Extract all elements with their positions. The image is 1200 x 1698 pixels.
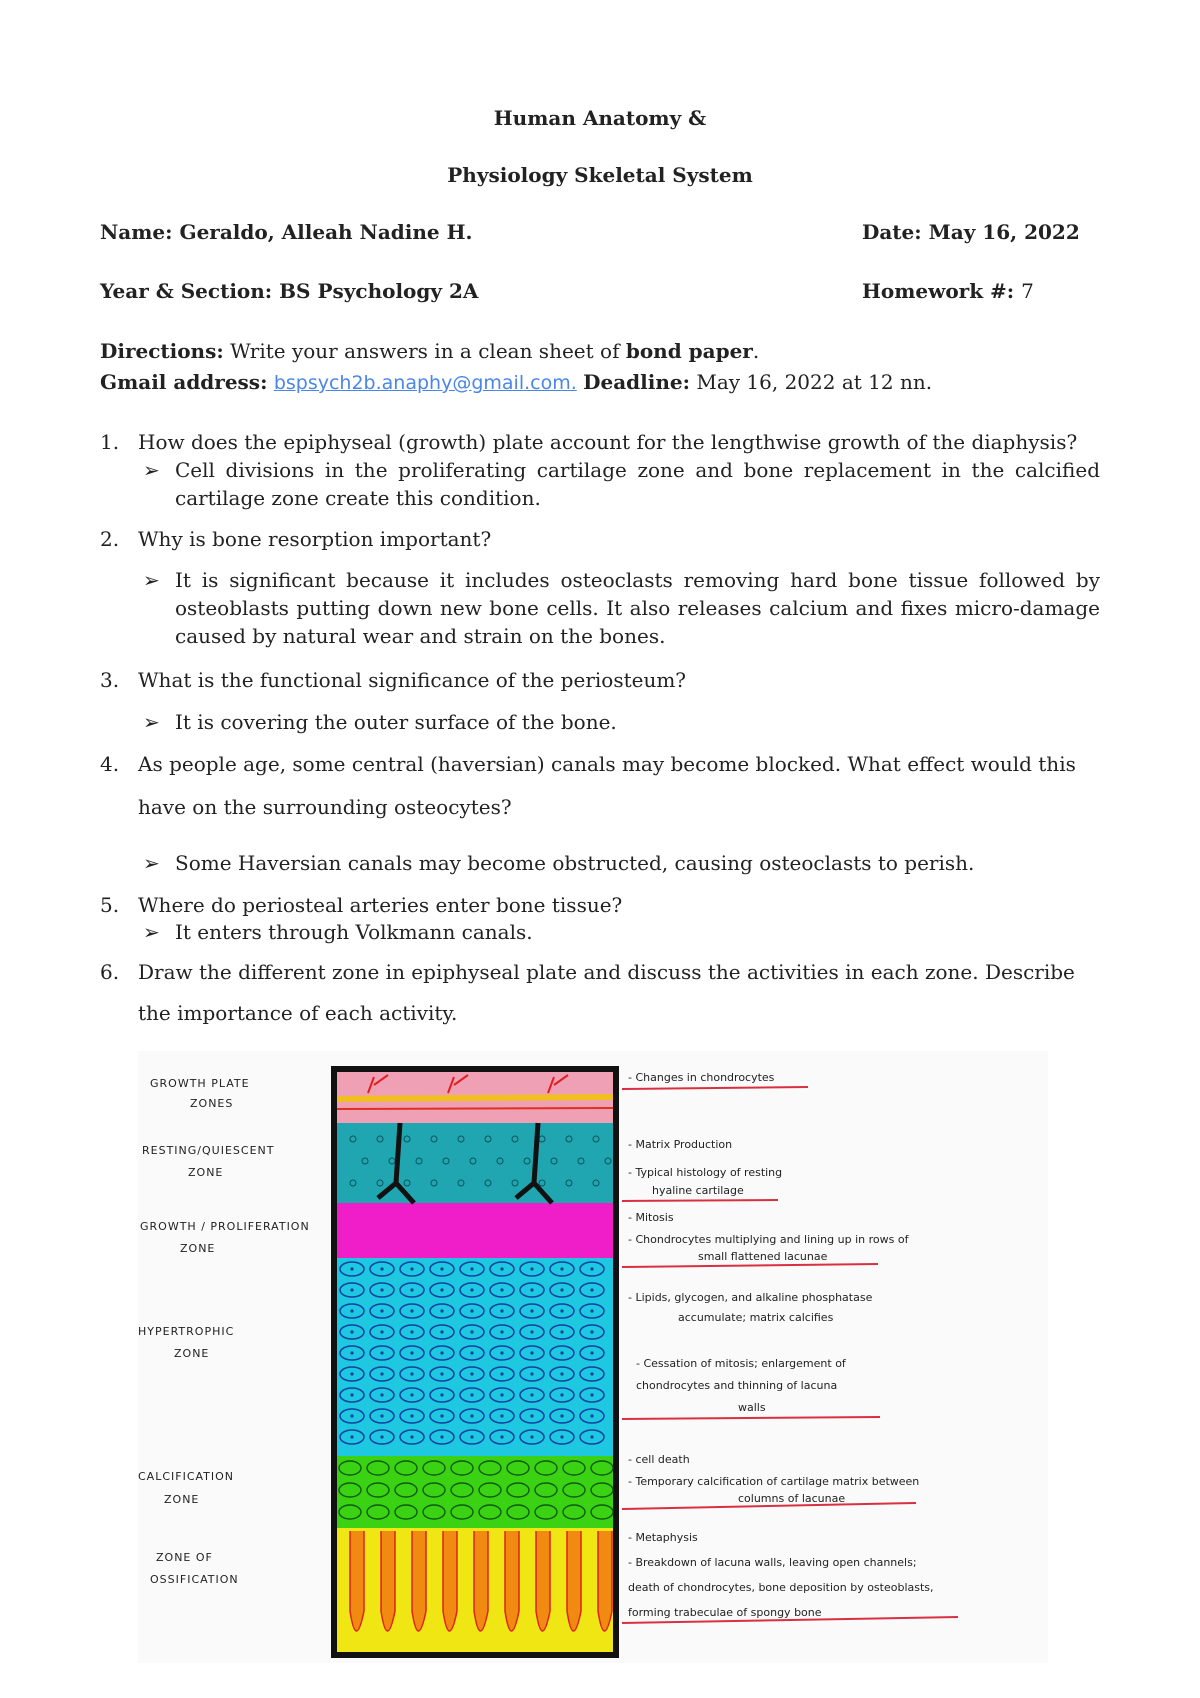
cell-nucleus (410, 1288, 413, 1291)
note-ossification-3: death of chondrocytes, bone deposition by osteoblasts, (628, 1581, 934, 1594)
directions-text: Write your answers in a clean sheet of (230, 339, 620, 363)
note-calcification-2: - Temporary calcification of cartilage matrix between (628, 1475, 920, 1488)
question-number: 4. (100, 752, 120, 776)
question-text: Where do periosteal arteries enter bone tissue? (138, 893, 623, 917)
question-text: What is the functional significance of the periosteum? (138, 668, 687, 692)
note-hypertrophic-2: accumulate; matrix calcifies (678, 1311, 834, 1324)
cell-nucleus (350, 1351, 353, 1354)
cell-nucleus (560, 1309, 563, 1312)
trabecula (536, 1531, 550, 1631)
cell-nucleus (440, 1372, 443, 1375)
trabecula (598, 1531, 612, 1631)
cell-nucleus (500, 1288, 503, 1291)
label-calcification-zone: ZONE (164, 1493, 200, 1506)
label-ossification: OSSIFICATION (150, 1573, 239, 1586)
cell-nucleus (410, 1351, 413, 1354)
question-text: the importance of each activity. (138, 1001, 458, 1025)
cell-nucleus (440, 1435, 443, 1438)
cell-nucleus (500, 1267, 503, 1270)
cell-nucleus (530, 1288, 533, 1291)
cell-nucleus (590, 1393, 593, 1396)
arrow-bullet-icon: ➢ (143, 458, 160, 482)
cell-nucleus (380, 1351, 383, 1354)
cell-nucleus (590, 1414, 593, 1417)
question-number: 1. (100, 430, 120, 454)
trabecula (505, 1531, 519, 1631)
note-calcification-3: columns of lacunae (738, 1492, 846, 1505)
note-hypertrophic-1: - Lipids, glycogen, and alkaline phosphatase (628, 1291, 873, 1304)
label-resting-zone: ZONE (188, 1166, 224, 1179)
arrow-bullet-icon: ➢ (143, 568, 160, 592)
trabecula (567, 1531, 581, 1631)
answer-text: It is significant because it includes osteoclasts removing hard bone tissue followed by osteoblasts putting down new bone cells. It also releases calcium and fixes micro-damage caused by natural wear and strain on the bones. (175, 568, 1100, 648)
note-ossification-1: - Metaphysis (628, 1531, 698, 1544)
question-text: have on the surrounding osteocytes? (138, 795, 512, 819)
trabecula (474, 1531, 488, 1631)
gmail-label: Gmail address: (100, 370, 268, 394)
note-hypertrophic-5: walls (738, 1401, 766, 1414)
cell-nucleus (500, 1351, 503, 1354)
label-resting: RESTING/QUIESCENT (142, 1144, 275, 1157)
cell-nucleus (380, 1372, 383, 1375)
cell-nucleus (440, 1351, 443, 1354)
cell-nucleus (530, 1435, 533, 1438)
cell-nucleus (590, 1372, 593, 1375)
cell-nucleus (410, 1414, 413, 1417)
label-calcification: CALCIFICATION (138, 1470, 235, 1483)
cell-nucleus (500, 1372, 503, 1375)
zone-proliferation (336, 1203, 614, 1258)
cell-nucleus (560, 1435, 563, 1438)
cell-nucleus (350, 1267, 353, 1270)
cell-nucleus (500, 1309, 503, 1312)
note-proliferation-1: - Mitosis (628, 1211, 674, 1224)
cell-nucleus (590, 1309, 593, 1312)
note-resting-3: hyaline cartilage (652, 1184, 744, 1197)
note-hypertrophic-3: - Cessation of mitosis; enlargement of (636, 1357, 846, 1370)
cell-nucleus (500, 1435, 503, 1438)
question-number: 2. (100, 527, 120, 551)
section-label: Year & Section: (100, 279, 273, 303)
cell-nucleus (410, 1309, 413, 1312)
cell-nucleus (560, 1414, 563, 1417)
cell-nucleus (440, 1288, 443, 1291)
question-text: How does the epiphyseal (growth) plate account for the lengthwise growth of the diaphysis? (138, 430, 1078, 454)
band-yellow (336, 1097, 614, 1099)
zone-calcification (336, 1456, 614, 1528)
answer-text: Some Haversian canals may become obstructed, causing osteoclasts to perish. (175, 851, 975, 875)
note-resting-2: - Typical histology of resting (628, 1166, 783, 1179)
cell-nucleus (470, 1435, 473, 1438)
cell-nucleus (440, 1267, 443, 1270)
answer-text: It enters through Volkmann canals. (175, 920, 533, 944)
cell-nucleus (470, 1309, 473, 1312)
cell-nucleus (470, 1372, 473, 1375)
cell-nucleus (530, 1372, 533, 1375)
cell-nucleus (560, 1372, 563, 1375)
deadline-label: Deadline: (583, 370, 690, 394)
cell-nucleus (530, 1267, 533, 1270)
question-number: 6. (100, 960, 120, 984)
homework-label: Homework #: (862, 279, 1015, 303)
cell-nucleus (440, 1393, 443, 1396)
answer-text: It is covering the outer surface of the bone. (175, 710, 617, 734)
question-text: Why is bone resorption important? (138, 527, 492, 551)
note-ossification-2: - Breakdown of lacuna walls, leaving open channels; (628, 1556, 917, 1569)
cell-nucleus (350, 1309, 353, 1312)
cell-nucleus (350, 1288, 353, 1291)
cell-nucleus (410, 1330, 413, 1333)
cell-nucleus (560, 1351, 563, 1354)
doc-title-line2: Physiology Skeletal System (447, 163, 753, 187)
question-number: 5. (100, 893, 120, 917)
section-value: BS Psychology 2A (279, 279, 479, 303)
cell-nucleus (500, 1414, 503, 1417)
label-zone-of: ZONE OF (156, 1551, 213, 1564)
cell-nucleus (560, 1267, 563, 1270)
date-row (862, 220, 1080, 244)
cell-nucleus (530, 1330, 533, 1333)
trabecula (443, 1531, 457, 1631)
question-text: Draw the different zone in epiphyseal plate and discuss the activities in each zone. Describe (138, 960, 1075, 984)
trabecula (412, 1531, 426, 1631)
cell-nucleus (470, 1267, 473, 1270)
cell-nucleus (500, 1393, 503, 1396)
doc-title-line1: Human Anatomy & (493, 106, 707, 130)
cell-nucleus (590, 1288, 593, 1291)
arrow-bullet-icon: ➢ (143, 920, 160, 944)
question-text: As people age, some central (haversian) canals may become blocked. What effect would this (138, 752, 1076, 776)
label-zones: ZONES (190, 1097, 234, 1110)
cell-nucleus (530, 1414, 533, 1417)
answer-5 (143, 918, 1100, 946)
answer-3 (143, 708, 1100, 736)
homework-row (862, 279, 1034, 303)
cell-nucleus (410, 1372, 413, 1375)
question-number: 3. (100, 668, 120, 692)
note-proliferation-2: - Chondrocytes multiplying and lining up in rows of (628, 1233, 909, 1246)
label-hypertrophic: HYPERTROPHIC (138, 1325, 235, 1338)
cell-nucleus (350, 1330, 353, 1333)
underline (622, 1200, 778, 1201)
cell-nucleus (410, 1267, 413, 1270)
cell-nucleus (560, 1288, 563, 1291)
cell-nucleus (440, 1330, 443, 1333)
cell-nucleus (380, 1330, 383, 1333)
gmail-row (100, 370, 932, 394)
deadline-value: May 16, 2022 at 12 nn. (696, 370, 933, 394)
gmail-link[interactable]: bspsych2b.anaphy@gmail.com. (273, 372, 577, 394)
cell-nucleus (470, 1414, 473, 1417)
cell-nucleus (470, 1351, 473, 1354)
arrow-bullet-icon: ➢ (143, 710, 160, 734)
cell-nucleus (500, 1330, 503, 1333)
directions-label: Directions: (100, 339, 224, 363)
answer-4 (143, 849, 1100, 877)
cell-nucleus (380, 1267, 383, 1270)
note-periosteum: - Changes in chondrocytes (628, 1071, 775, 1084)
epiphyseal-plate-drawing (138, 1051, 1048, 1663)
date-label: Date: (862, 220, 922, 244)
cell-nucleus (350, 1372, 353, 1375)
cell-nucleus (380, 1414, 383, 1417)
label-proliferation-zone: ZONE (180, 1242, 216, 1255)
cell-nucleus (380, 1288, 383, 1291)
name-label: Name: (100, 220, 173, 244)
cell-nucleus (590, 1330, 593, 1333)
cell-nucleus (560, 1393, 563, 1396)
directions-end: . (752, 339, 760, 363)
cell-nucleus (410, 1393, 413, 1396)
label-hypertrophic-zone: ZONE (174, 1347, 210, 1360)
cell-nucleus (470, 1288, 473, 1291)
cell-nucleus (440, 1414, 443, 1417)
answer-text: Cell divisions in the proliferating cartilage zone and bone replacement in the calcified cartilage zone create this condition. (175, 458, 1100, 510)
answer-1 (143, 456, 1100, 512)
cell-nucleus (590, 1435, 593, 1438)
note-calcification-1: - cell death (628, 1453, 690, 1466)
plate-column (334, 1069, 616, 1655)
name-row (100, 220, 472, 244)
cell-nucleus (560, 1330, 563, 1333)
directions-emphasis: bond paper (625, 339, 753, 363)
cell-nucleus (380, 1309, 383, 1312)
cell-nucleus (440, 1309, 443, 1312)
answer-2 (143, 566, 1100, 650)
name-value: Geraldo, Alleah Nadine H. (179, 220, 473, 244)
date-value: May 16, 2022 (928, 220, 1080, 244)
cell-nucleus (350, 1393, 353, 1396)
cell-nucleus (530, 1351, 533, 1354)
arrow-bullet-icon: ➢ (143, 851, 160, 875)
note-ossification-4: forming trabeculae of spongy bone (628, 1606, 822, 1619)
cell-nucleus (530, 1393, 533, 1396)
drawing-svg (138, 1051, 1048, 1663)
trabecula (381, 1531, 395, 1631)
cell-nucleus (590, 1351, 593, 1354)
cell-nucleus (350, 1435, 353, 1438)
cell-nucleus (350, 1414, 353, 1417)
cell-nucleus (530, 1309, 533, 1312)
note-resting-1: - Matrix Production (628, 1138, 733, 1151)
cell-nucleus (380, 1435, 383, 1438)
cell-nucleus (470, 1330, 473, 1333)
directions-row (100, 339, 759, 363)
band-red (336, 1108, 614, 1109)
trabecula (350, 1531, 364, 1631)
section-row (100, 279, 478, 303)
cell-nucleus (590, 1267, 593, 1270)
homework-value: 7 (1021, 279, 1034, 303)
note-hypertrophic-4: chondrocytes and thinning of lacuna (636, 1379, 838, 1392)
cell-nucleus (410, 1435, 413, 1438)
label-proliferation: GROWTH / PROLIFERATION (140, 1220, 310, 1233)
label-growth-plate: GROWTH PLATE (150, 1077, 250, 1090)
note-proliferation-3: small flattened lacunae (698, 1250, 828, 1263)
cell-nucleus (470, 1393, 473, 1396)
cell-nucleus (380, 1393, 383, 1396)
